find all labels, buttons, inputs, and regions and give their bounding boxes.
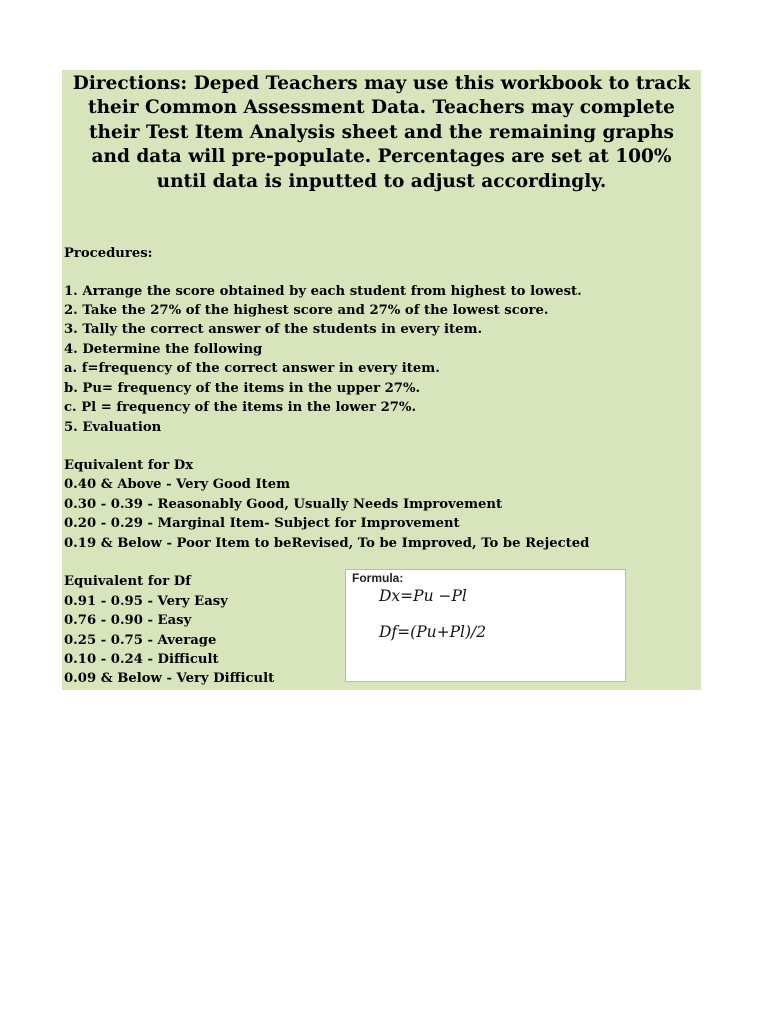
procedure-step: 3. Tally the correct answer of the students in every item. (64, 322, 483, 337)
df-formula: Df=(Pu+Pl)/2 (379, 623, 487, 641)
directions-line: their Common Assessment Data. Teachers may complete (88, 97, 675, 119)
dx-heading: Equivalent for Dx (64, 458, 194, 473)
procedure-step: c. Pl = frequency of the items in the lower 27%. (64, 400, 417, 415)
procedure-step: 2. Take the 27% of the highest score and 27% of the lowest score. (64, 303, 549, 318)
directions-line: until data is inputted to adjust accordingly. (156, 170, 607, 192)
df-item: 0.91 - 0.95 - Very Easy (64, 594, 228, 609)
dx-item: 0.30 - 0.39 - Reasonably Good, Usually Needs Improvement (64, 497, 503, 512)
df-item: 0.76 - 0.90 - Easy (64, 613, 192, 628)
directions-line: and data will pre-populate. Percentages are set at 100% (91, 146, 672, 168)
formula-box (345, 569, 626, 682)
formula-title: Formula: (352, 571, 404, 585)
procedure-step: 5. Evaluation (64, 420, 162, 435)
df-item: 0.10 - 0.24 - Difficult (64, 652, 219, 667)
procedure-step: 1. Arrange the score obtained by each student from highest to lowest. (64, 284, 582, 299)
procedure-step: a. f=frequency of the correct answer in every item. (64, 361, 440, 376)
dx-formula: Dx=Pu −Pl (379, 587, 467, 605)
dx-item: 0.20 - 0.29 - Marginal Item- Subject for Improvement (64, 516, 460, 531)
dx-item: 0.40 & Above - Very Good Item (64, 477, 291, 492)
dx-item: 0.19 & Below - Poor Item to beRevised, To be Improved, To be Rejected (64, 536, 590, 551)
directions-line: their Test Item Analysis sheet and the remaining graphs (89, 121, 674, 143)
procedure-step: 4. Determine the following (64, 342, 263, 357)
df-item: 0.09 & Below - Very Difficult (64, 671, 275, 686)
procedure-step: b. Pu= frequency of the items in the upper 27%. (64, 381, 421, 396)
procedures-heading: Procedures: (64, 246, 153, 261)
instructions-panel (62, 70, 701, 690)
directions-text (62, 72, 701, 194)
df-item: 0.25 - 0.75 - Average (64, 633, 217, 648)
directions-line: Directions: Deped Teachers may use this workbook to track (72, 73, 691, 94)
df-heading: Equivalent for Df (64, 574, 191, 589)
